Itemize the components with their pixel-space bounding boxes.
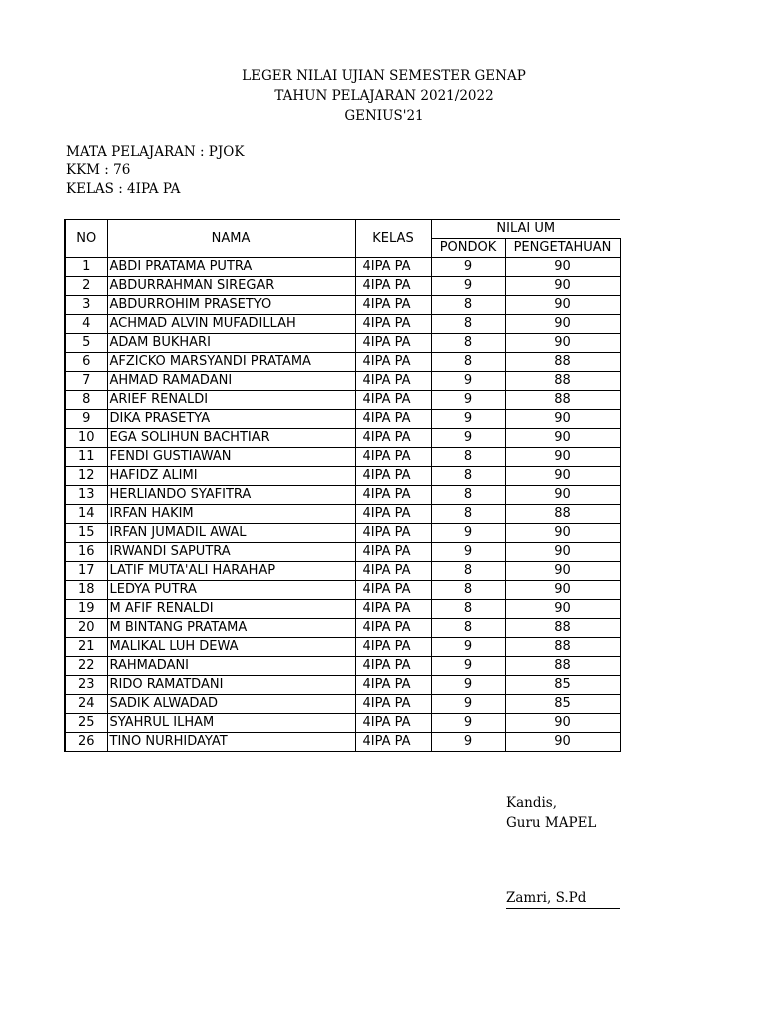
row-number: 21 [65, 638, 107, 657]
signature-underline [506, 908, 620, 909]
pengetahuan-score: 90 [505, 600, 620, 619]
student-name: ABDI PRATAMA PUTRA [107, 258, 355, 277]
student-name: IRFAN JUMADIL AWAL [107, 524, 355, 543]
row-number: 11 [65, 448, 107, 467]
table-row [65, 334, 620, 353]
student-class: 4IPA PA [355, 562, 431, 581]
grade-table [64, 219, 621, 752]
student-class: 4IPA PA [355, 372, 431, 391]
header-nilai-um: NILAI UM [431, 220, 620, 239]
header-pengetahuan: PENGETAHUAN [505, 239, 620, 258]
table-row [65, 619, 620, 638]
student-class: 4IPA PA [355, 277, 431, 296]
student-class: 4IPA PA [355, 524, 431, 543]
student-name: HAFIDZ ALIMI [107, 467, 355, 486]
pondok-score: 8 [431, 467, 505, 486]
pondok-score: 8 [431, 334, 505, 353]
student-class: 4IPA PA [355, 543, 431, 562]
student-class: 4IPA PA [355, 581, 431, 600]
pengetahuan-score: 85 [505, 695, 620, 714]
row-number: 25 [65, 714, 107, 733]
student-name: ACHMAD ALVIN MUFADILLAH [107, 315, 355, 334]
pengetahuan-score: 90 [505, 410, 620, 429]
row-number: 14 [65, 505, 107, 524]
student-class: 4IPA PA [355, 733, 431, 752]
pondok-score: 8 [431, 353, 505, 372]
pengetahuan-score: 88 [505, 372, 620, 391]
pondok-score: 8 [431, 619, 505, 638]
student-name: SADIK ALWADAD [107, 695, 355, 714]
student-name: MALIKAL LUH DEWA [107, 638, 355, 657]
pondok-score: 9 [431, 695, 505, 714]
pondok-score: 8 [431, 562, 505, 581]
pengetahuan-score: 90 [505, 258, 620, 277]
student-class: 4IPA PA [355, 714, 431, 733]
pengetahuan-score: 90 [505, 277, 620, 296]
student-name: M AFIF RENALDI [107, 600, 355, 619]
header-pondok: PONDOK [431, 239, 505, 258]
pondok-score: 8 [431, 315, 505, 334]
pengetahuan-score: 90 [505, 467, 620, 486]
pondok-score: 8 [431, 486, 505, 505]
row-number: 22 [65, 657, 107, 676]
student-name: LATIF MUTA'ALI HARAHAP [107, 562, 355, 581]
pengetahuan-score: 90 [505, 315, 620, 334]
student-name: DIKA PRASETYA [107, 410, 355, 429]
row-number: 20 [65, 619, 107, 638]
signature-name: Zamri, S.Pd [506, 890, 587, 906]
table-row [65, 315, 620, 334]
pondok-score: 8 [431, 505, 505, 524]
pengetahuan-score: 90 [505, 429, 620, 448]
student-name: FENDI GUSTIAWAN [107, 448, 355, 467]
row-number: 1 [65, 258, 107, 277]
row-number: 6 [65, 353, 107, 372]
student-name: ADAM BUKHARI [107, 334, 355, 353]
student-class: 4IPA PA [355, 505, 431, 524]
table-row [65, 296, 620, 315]
table-row [65, 391, 620, 410]
pondok-score: 9 [431, 714, 505, 733]
row-number: 12 [65, 467, 107, 486]
student-class: 4IPA PA [355, 391, 431, 410]
student-class: 4IPA PA [355, 296, 431, 315]
student-class: 4IPA PA [355, 315, 431, 334]
subject-line: MATA PELAJARAN : PJOK [66, 144, 245, 160]
table-row [65, 638, 620, 657]
class-line: KELAS : 4IPA PA [66, 181, 181, 197]
pondok-score: 9 [431, 676, 505, 695]
academic-year: TAHUN PELAJARAN 2021/2022 [274, 88, 494, 104]
table-row [65, 505, 620, 524]
batch-name: GENIUS'21 [344, 108, 424, 124]
header-nama: NAMA [107, 220, 355, 258]
pengetahuan-score: 90 [505, 733, 620, 752]
student-name: IRFAN HAKIM [107, 505, 355, 524]
row-number: 8 [65, 391, 107, 410]
table-row [65, 486, 620, 505]
student-class: 4IPA PA [355, 638, 431, 657]
row-number: 19 [65, 600, 107, 619]
row-number: 4 [65, 315, 107, 334]
pondok-score: 8 [431, 600, 505, 619]
student-name: SYAHRUL ILHAM [107, 714, 355, 733]
row-number: 5 [65, 334, 107, 353]
table-row [65, 467, 620, 486]
pengetahuan-score: 85 [505, 676, 620, 695]
pondok-score: 8 [431, 296, 505, 315]
pengetahuan-score: 90 [505, 448, 620, 467]
pengetahuan-score: 90 [505, 524, 620, 543]
student-class: 4IPA PA [355, 258, 431, 277]
student-name: TINO NURHIDAYAT [107, 733, 355, 752]
pondok-score: 9 [431, 543, 505, 562]
pengetahuan-score: 88 [505, 391, 620, 410]
row-number: 7 [65, 372, 107, 391]
student-class: 4IPA PA [355, 486, 431, 505]
signature-place: Kandis, [506, 795, 558, 811]
table-row [65, 258, 620, 277]
row-number: 23 [65, 676, 107, 695]
student-class: 4IPA PA [355, 695, 431, 714]
document-title: LEGER NILAI UJIAN SEMESTER GENAP [242, 68, 526, 84]
pondok-score: 9 [431, 733, 505, 752]
row-number: 10 [65, 429, 107, 448]
pondok-score: 9 [431, 429, 505, 448]
student-name: ARIEF RENALDI [107, 391, 355, 410]
table-row [65, 695, 620, 714]
pengetahuan-score: 90 [505, 581, 620, 600]
student-class: 4IPA PA [355, 676, 431, 695]
table-row [65, 733, 620, 752]
student-class: 4IPA PA [355, 429, 431, 448]
signature-role: Guru MAPEL [506, 815, 597, 831]
pengetahuan-score: 90 [505, 714, 620, 733]
row-number: 3 [65, 296, 107, 315]
pondok-score: 9 [431, 524, 505, 543]
row-number: 18 [65, 581, 107, 600]
student-name: EGA SOLIHUN BACHTIAR [107, 429, 355, 448]
table-row [65, 277, 620, 296]
pengetahuan-score: 90 [505, 486, 620, 505]
table-body [65, 258, 620, 752]
table-row [65, 410, 620, 429]
table-row [65, 600, 620, 619]
student-name: IRWANDI SAPUTRA [107, 543, 355, 562]
pondok-score: 9 [431, 258, 505, 277]
table-row [65, 524, 620, 543]
student-name: RIDO RAMATDANI [107, 676, 355, 695]
header-no: NO [65, 220, 107, 258]
student-name: AHMAD RAMADANI [107, 372, 355, 391]
table-row [65, 657, 620, 676]
pengetahuan-score: 90 [505, 296, 620, 315]
table-row [65, 353, 620, 372]
student-name: ABDURROHIM PRASETYO [107, 296, 355, 315]
pondok-score: 9 [431, 638, 505, 657]
student-class: 4IPA PA [355, 600, 431, 619]
student-name: ABDURRAHMAN SIREGAR [107, 277, 355, 296]
pondok-score: 9 [431, 391, 505, 410]
pondok-score: 9 [431, 657, 505, 676]
pondok-score: 8 [431, 581, 505, 600]
row-number: 9 [65, 410, 107, 429]
student-class: 4IPA PA [355, 334, 431, 353]
table-row [65, 676, 620, 695]
table-row [65, 429, 620, 448]
row-number: 16 [65, 543, 107, 562]
pengetahuan-score: 90 [505, 543, 620, 562]
student-class: 4IPA PA [355, 619, 431, 638]
row-number: 17 [65, 562, 107, 581]
header-kelas: KELAS [355, 220, 431, 258]
row-number: 26 [65, 733, 107, 752]
row-number: 2 [65, 277, 107, 296]
student-class: 4IPA PA [355, 467, 431, 486]
pengetahuan-score: 88 [505, 657, 620, 676]
table-row [65, 543, 620, 562]
table-row [65, 562, 620, 581]
table-row [65, 372, 620, 391]
pondok-score: 9 [431, 277, 505, 296]
student-name: RAHMADANI [107, 657, 355, 676]
row-number: 15 [65, 524, 107, 543]
pengetahuan-score: 88 [505, 353, 620, 372]
student-name: LEDYA PUTRA [107, 581, 355, 600]
student-class: 4IPA PA [355, 410, 431, 429]
student-name: HERLIANDO SYAFITRA [107, 486, 355, 505]
kkm-line: KKM : 76 [66, 162, 131, 178]
table-row [65, 714, 620, 733]
row-number: 24 [65, 695, 107, 714]
pengetahuan-score: 90 [505, 334, 620, 353]
student-name: M BINTANG PRATAMA [107, 619, 355, 638]
student-name: AFZICKO MARSYANDI PRATAMA [107, 353, 355, 372]
pondok-score: 9 [431, 372, 505, 391]
table-row [65, 581, 620, 600]
pengetahuan-score: 90 [505, 562, 620, 581]
row-number: 13 [65, 486, 107, 505]
student-class: 4IPA PA [355, 657, 431, 676]
pengetahuan-score: 88 [505, 619, 620, 638]
pondok-score: 8 [431, 448, 505, 467]
pengetahuan-score: 88 [505, 638, 620, 657]
pengetahuan-score: 88 [505, 505, 620, 524]
student-class: 4IPA PA [355, 448, 431, 467]
pondok-score: 9 [431, 410, 505, 429]
table-row [65, 448, 620, 467]
student-class: 4IPA PA [355, 353, 431, 372]
